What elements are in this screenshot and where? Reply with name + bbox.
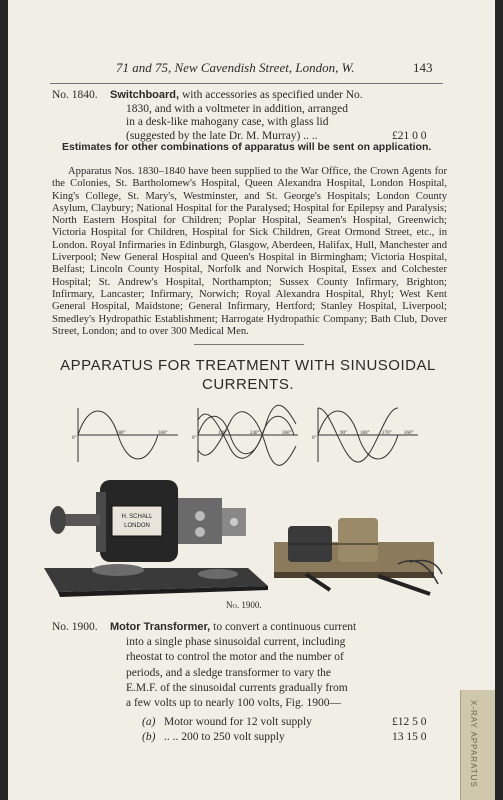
wave-label: 120° [218, 431, 228, 436]
entry-title: Switchboard, [110, 89, 180, 101]
wave-label: 0° [72, 436, 77, 441]
entry-line: a few volts up to nearly 100 volts, Fig. 1900— [126, 697, 341, 709]
running-head [8, 60, 495, 80]
wave-label: 240° [250, 431, 260, 436]
entry-line: to convert a continuous current [213, 621, 357, 633]
maker-plate-text: LONDON [124, 523, 150, 529]
option-text: Motor wound for 12 volt supply [164, 716, 312, 728]
sinusoid-diagrams [70, 404, 430, 466]
figure-caption: No. 1900. [226, 600, 262, 610]
section-index-tab-label: X-RAY APPARATUS [469, 700, 478, 788]
entry-title: Motor Transformer, [110, 621, 211, 633]
option-label: (a) [142, 716, 156, 728]
option-label: (b) [142, 731, 156, 743]
wave-label: 360° [404, 431, 414, 436]
estimates-note: Estimates for other combinations of apparatus will be sent on application. [62, 141, 432, 153]
wave-label: 180° [360, 431, 370, 436]
entry-line: in a desk-like mahogany case, with glass lid [126, 116, 329, 128]
entry-line: rheostat to control the motor and the number of [126, 651, 344, 664]
entry-line: into a single phase sinusoidal current, including [126, 636, 346, 649]
entry-line: 1830, and with a voltmeter in addition, arranged [126, 102, 348, 115]
section-title: APPARATUS FOR TREATMENT WITH SINUSOIDAL CURRENTS. [60, 357, 436, 393]
entry-price: £21 0 0 [392, 129, 427, 142]
entry-line: (suggested by the late Dr. M. Murray) .. .. [126, 129, 318, 142]
entry-1840 [52, 89, 452, 141]
catalogue-page [8, 0, 495, 800]
entry-number: No. 1840. [52, 89, 98, 101]
section-rule [194, 344, 304, 345]
wave-label: 180° [116, 431, 126, 436]
entry-line: with accessories as specified under No. [181, 89, 363, 101]
wave-label: 90° [340, 431, 347, 436]
entry-line: E.M.F. of the sinusoidal currents gradually from [126, 681, 348, 694]
wave-label: 360° [282, 431, 292, 436]
motor-transformer-illustration [38, 470, 448, 600]
wave-label: 0° [312, 436, 317, 441]
page-number: 143 [413, 60, 433, 75]
maker-plate-text: H. SCHALL [121, 514, 153, 520]
wave-label: 270° [382, 431, 392, 436]
header-rule [50, 83, 443, 84]
maker-plate [112, 506, 162, 536]
option-price: 13 15 0 [392, 731, 427, 743]
section-index-tab[interactable] [460, 690, 495, 800]
entry-number: No. 1900. [52, 621, 98, 633]
supply-paragraph: Apparatus Nos. 1830–1840 have been supplied to the War Office, the Crown Agents for the Colonies, St. Bartholomew's Hospital, Queen Alexandra Hospital, London Hospital, King's College, St. Mary's, Westminster, and St. George's Hospitals; London County Asylum, Claybury; National Hospital for the Paralysed; Hospital for Epilepsy and Paralysis; North Eastern Hospital for Children; Poplar Hospital, Seamen's Hospital, Greenwich; Victoria Hospital for Children, Hospital for Sick Children, Great Ormond Street, etc., in London. Royal Infirmaries in Edinburgh, Glasgow, Aberdeen, Halifax, Hull, Manchester and Liverpool; New General Hospital and Queen's Hospital in Birmingham; Victoria Hospital, Belfast; Lincoln County Hospital, Norfolk and Norwich Hospital, Essex and Colchester Hospital; St. Andrew's Hospital, Northampton; Sussex County Infirmary, Brighton; Infirmary, Lancaster; Infirmary, Norwich; Royal Alexandra Hospital, Rhyl; West Kent General Hospital, Maidstone; General Infirmary, Hertford; Stanley Hospital, Liverpool; Smedley's Hydropathic Establishment; Harrogate Hydropathic Company; Bath Club, Dover Street, London; and to over 300 Medical Men. [52, 166, 447, 337]
option-price: £12 5 0 [392, 716, 427, 728]
wave-label: 0° [192, 436, 197, 441]
option-text: .. .. 200 to 250 volt supply [164, 731, 285, 743]
address: 71 and 75, New Cavendish Street, London, W. [116, 60, 355, 75]
entry-line: periods, and a sledge transformer to vary the [126, 666, 332, 679]
wave-label: 360° [158, 431, 168, 436]
electrode-handle [378, 576, 430, 594]
